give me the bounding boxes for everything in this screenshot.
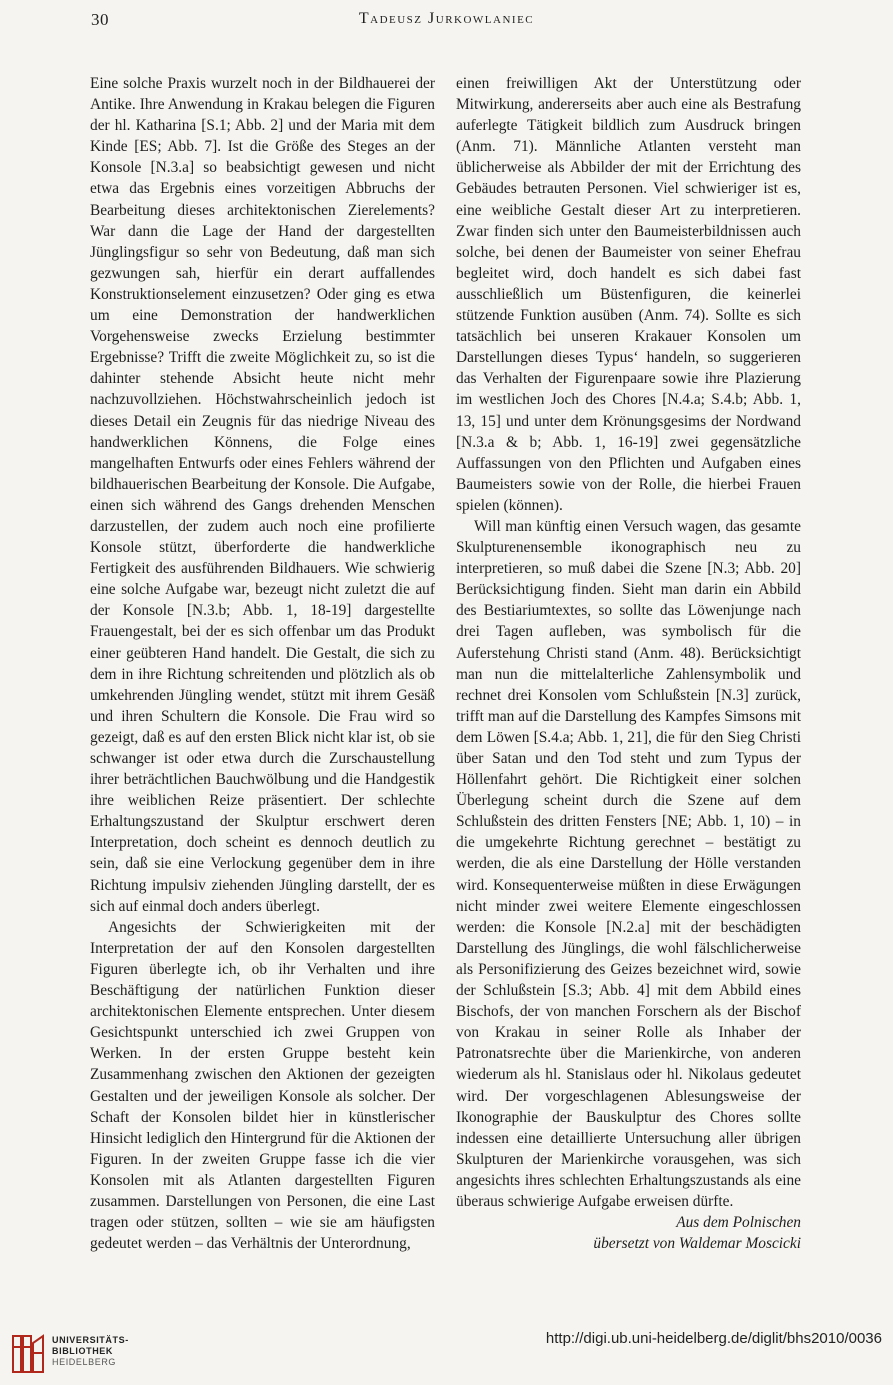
- left-paragraph-1: Eine solche Praxis wurzelt noch in der Bildhauerei der Antike. Ihre Anwendung in Krakau belegen die Figuren der hl. Katharina [S.1; Abb. 2] und der Maria mit dem Kinde [ES; Abb. 7]. Ist die Größe des Steges an der Konsole [N.3.a] so beabsichtigt gewesen und nicht etwa das Ergebnis eines vorzeitigen Abbruchs der Bearbeitung dieses architektonischen Zierelements? War dann die Lage der Hand der dargestellten Jünglingsfigur so sehr von Bedeutung, daß man sich gezwungen sah, hierfür ein derart auffallendes Konstruktionselement einzusetzen? Oder ging es etwa um eine Demonstration der handwerklichen Vorgehensweise zwecks Erzielung bestimmter Ergebnisse? Trifft die zweite Möglichkeit zu, so ist die dahinter stehende Absicht heute nicht mehr nachzuvollziehen. Höchstwahrscheinlich jedoch ist dieses Detail ein Zeugnis für das niedrige Niveau des handwerklichen Könnens, die Folge eines mangelhaften Entwurfs oder eines Fehlers während der bildhauerischen Bearbeitung der Konsole. Die Aufgabe, einen sich während des Gangs drehenden Menschen darzustellen, der zudem auch noch eine profilierte Konsole stützt, überforderte die handwerkliche Fertigkeit des ausführenden Bildhauers. Wie schwierig eine solche Aufgabe war, bezeugt nicht zuletzt die auf der Konsole [N.3.b; Abb. 1, 18-19] dargestellte Frauengestalt, bei der es sich offenbar um das Produkt einer geübteren Hand handelt. Die Gestalt, die sich zu dem in ihre Richtung schreitenden und plötzlich als ob umkehrenden Jüngling wendet, stützt mit ihrem Gesäß und ihren Schultern die Konsole. Die Frau wird so gezeigt, daß es auf den ersten Blick nicht klar ist, ob sie schwanger ist oder etwa durch die Zurschaustellung ihrer beträchtlichen Bauchwölbung und die Handgestik ihre weiblichen Reize präsentiert. Der schlechte Erhaltungszustand der Skulptur erschwert deren Interpretation, doch scheint es dennoch deutlich zu sein, daß sie eine Verlockung gegenüber dem in ihre Richtung impulsiv ziehenden Jüngling darstellt, der es sich auf einmal doch anders überlegt.: [90, 75, 435, 915]
- source-url-link[interactable]: http://digi.ub.uni-heidelberg.de/diglit/bhs2010/0036: [545, 1330, 882, 1347]
- left-column: [90, 73, 435, 1254]
- translator-attribution-line-1: Aus dem Polnischen: [676, 1214, 801, 1232]
- library-name-line-1: UNIVERSITÄTS-: [52, 1335, 129, 1345]
- library-name: [52, 1335, 129, 1368]
- right-column: [456, 73, 801, 1254]
- footer: [0, 1325, 893, 1385]
- library-logo-icon: [10, 1333, 48, 1375]
- right-paragraph-2: Will man künftig einen Versuch wagen, das gesamte Skulpturenensemble ikonographisch neu zu interpretieren, so muß dabei die Szene [N.3; Abb. 20] Berücksichtigung finden. Sieht man darin ein Abbild des Bestiariumtextes, so sollte das Löwenjunge nach drei Tagen aufleben, was symbolisch für die Auferstehung Christi stand (Anm. 48). Berücksichtigt man nun die mittelalterliche Zahlensymbolik und rechnet drei Konsolen vom Schlußstein [N.3] zurück, trifft man auf die Darstellung des Kampfes Simsons mit dem Löwen [S.4.a; Abb. 1, 21], die für den Sieg Christi über Satan und den Tod steht und zum Typus der Höllenfahrt gehört. Die Richtigkeit einer solchen Überlegung scheint durch die Szene auf dem Schlußstein des dritten Fensters [NE; Abb. 1, 10) – in die umgekehrte Richtung gerechnet – bestätigt zu werden, die als eine Darstellung der Hölle verstanden wird. Konsequenterweise müßten in diese Erwägungen nicht minder zwei weitere Elemente eingeschlossen werden: die Konsole [N.2.a] mit der beschädigten Darstellung des Jünglings, die wohl fälschlicherweise als Personifizierung des Geizes bezeichnet wird, sowie der Schlußstein [S.3; Abb. 4] mit dem Abbild eines Bischofs, der von manchen Forschern als der Bischof von Krakau in seiner Rolle als Inhaber der Patronatsrechte über die Marienkirche, von anderen wiederum als hl. Stanislaus oder hl. Nikolaus gedeutet wird. Der vorgeschlagenen Ablesungsweise der Ikonographie der Bauskulptur des Chores sollte indessen eine detaillierte Untersuchung aller übrigen Skulpturen der Marienkirche vorausgehen, was sich angesichts ihres schlechten Erhaltungszustands als eine überaus schwierige Aufgabe erweisen dürfte.: [456, 517, 801, 1210]
- translator-attribution-line-2: übersetzt von Waldemar Moscicki: [593, 1235, 801, 1253]
- left-paragraph-2: Angesichts der Schwierigkeiten mit der Interpretation der auf den Konsolen dargestellten Figuren überlegte ich, ob ihr Verhalten und ihre Beschäftigung der natürlichen Funktion dieser architektonischen Elemente entsprechen. Unter diesem Gesichtspunkt unterschied ich zwei Gruppen von Werken. In der ersten Gruppe besteht kein Zusammenhang zwischen den Aktionen der gezeigten Gestalten und der jeweiligen Konsole als solcher. Der Schaft der Konsolen bildet hier in künstlerischer Hinsicht lediglich den Hintergrund für die Aktionen der Figuren. In der zweiten Gruppe fasse ich die vier Konsolen mit als Atlanten dargestellten Figuren zusammen. Darstellungen von Personen, die eine Last tragen oder stützen, sollten – wie sie am häufigsten gedeutet werden – das Verhältnis der Unterordnung,: [90, 918, 435, 1253]
- right-paragraph-1: einen freiwilligen Akt der Unterstützung oder Mitwirkung, andererseits aber auch eine als Bestrafung auferlegte Tätigkeit bildlich zum Ausdruck bringen (Anm. 71). Männliche Atlanten versteht man üblicherweise als Abbilder der mit der Errichtung des Gebäudes betrauten Personen. Viel schwieriger ist es, eine weibliche Gestalt dieser Art zu interpretieren. Zwar finden sich unter den Baumeisterbildnissen auch solche, bei denen der Baumeister von seiner Ehefrau begleitet wird, doch handelt es sich dabei fast ausschließlich um Büstenfiguren, die keinerlei stützende Funktion ausüben (Anm. 74). Sollte es sich tatsächlich bei unseren Krakauer Konsolen um Darstellungen dieses Typus‘ handeln, so suggerieren das Verhalten der Figurenpaare sowie ihre Plazierung im westlichen Joch des Chores [N.4.a; S.4.b; Abb. 1, 13, 15] und unter dem Krönungsgesims der Nordwand [N.3.a & b; Abb. 1, 16-19] zwei gegensätzliche Auffassungen von den Pflichten und Aufgaben eines Baumeisters sowie von der Rolle, die hierbei Frauen spielen (können).: [456, 75, 801, 514]
- library-name-line-3: HEIDELBERG: [52, 1357, 117, 1367]
- library-name-line-2: BIBLIOTHEK: [52, 1346, 113, 1356]
- running-head: Tadeusz Jurkowlaniec: [358, 10, 535, 27]
- page-number: 30: [91, 10, 109, 29]
